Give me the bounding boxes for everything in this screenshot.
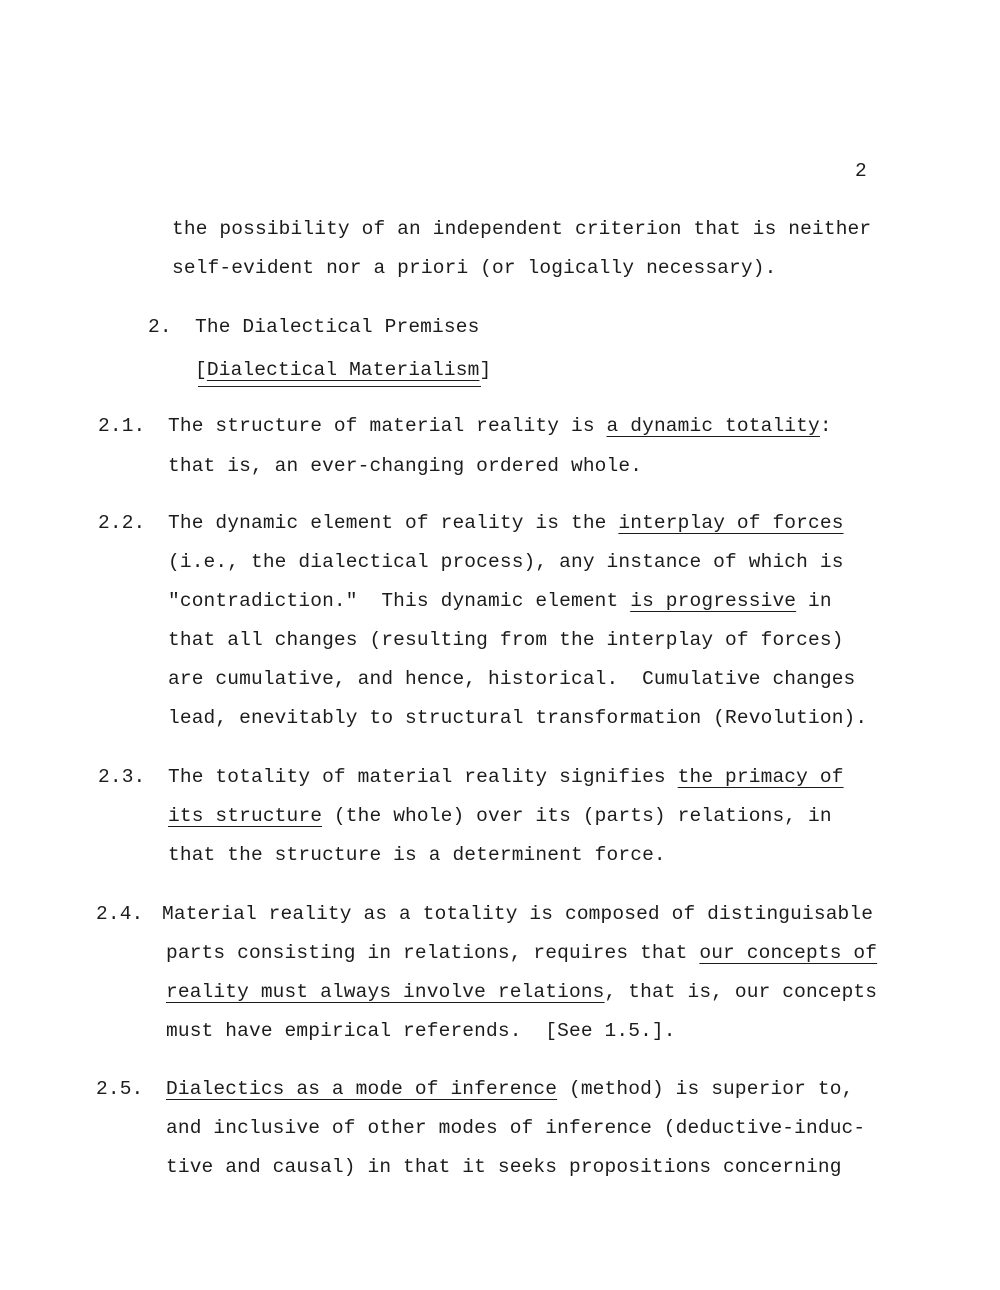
- item-line: that is, an ever-changing ordered whole.: [168, 455, 643, 477]
- section-title: The Dialectical Premises: [195, 316, 480, 338]
- item-number: 2.2.: [98, 512, 146, 534]
- item-number: 2.5.: [96, 1078, 144, 1100]
- item-line: that all changes (resulting from the interplay of forces): [168, 629, 844, 651]
- item-line: (i.e., the dialectical process), any instance of which is: [168, 551, 844, 573]
- emphasis: our concepts of: [699, 942, 878, 964]
- item-number: 2.4.: [96, 903, 144, 925]
- item-line: parts consisting in relations, requires that our concepts of: [166, 942, 878, 964]
- item-line: and inclusive of other modes of inference (deductive-induc-: [166, 1117, 866, 1139]
- item-line: tive and causal) in that it seeks propositions concerning: [166, 1156, 842, 1178]
- item-line: lead, enevitably to structural transformation (Revolution).: [168, 707, 868, 729]
- item-line: are cumulative, and hence, historical. Cumulative changes: [168, 668, 856, 690]
- item-line: "contradiction." This dynamic element is progressive in: [168, 590, 832, 612]
- emphasis: a dynamic totality: [606, 415, 820, 437]
- item-line: The dynamic element of reality is the interplay of forces: [168, 512, 844, 534]
- item-line: Material reality as a totality is composed of distinguisable: [162, 903, 874, 925]
- item-number: 2.3.: [98, 766, 146, 788]
- emphasis: Dialectics as a mode of inference: [166, 1078, 558, 1100]
- section-subtitle-text: Dialectical Materialism: [206, 359, 480, 381]
- item-line: The totality of material reality signifies the primacy of: [168, 766, 844, 788]
- emphasis: is progressive: [630, 590, 797, 612]
- section-subtitle: [Dialectical Materialism]: [195, 359, 492, 381]
- item-number: 2.1.: [98, 415, 146, 437]
- intro-line: the possibility of an independent criterion that is neither: [172, 218, 872, 240]
- section-number: 2.: [148, 316, 172, 338]
- item-line: reality must always involve relations, that is, our concepts: [166, 981, 878, 1003]
- item-line: The structure of material reality is a dynamic totality:: [168, 415, 832, 437]
- emphasis: its structure: [168, 805, 323, 827]
- emphasis: reality must always involve relations: [166, 981, 605, 1003]
- section-subtitle-rule: [198, 386, 481, 387]
- intro-line: self-evident nor a priori (or logically necessary).: [172, 257, 777, 279]
- item-line: must have empirical referends. [See 1.5.].: [166, 1020, 676, 1042]
- item-line: its structure (the whole) over its (parts) relations, in: [168, 805, 832, 827]
- item-line: Dialectics as a mode of inference (method) is superior to,: [166, 1078, 854, 1100]
- emphasis: the primacy of: [677, 766, 844, 788]
- page-number: 2: [855, 160, 867, 182]
- item-line: that the structure is a determinent force.: [168, 844, 666, 866]
- emphasis: interplay of forces: [618, 512, 844, 534]
